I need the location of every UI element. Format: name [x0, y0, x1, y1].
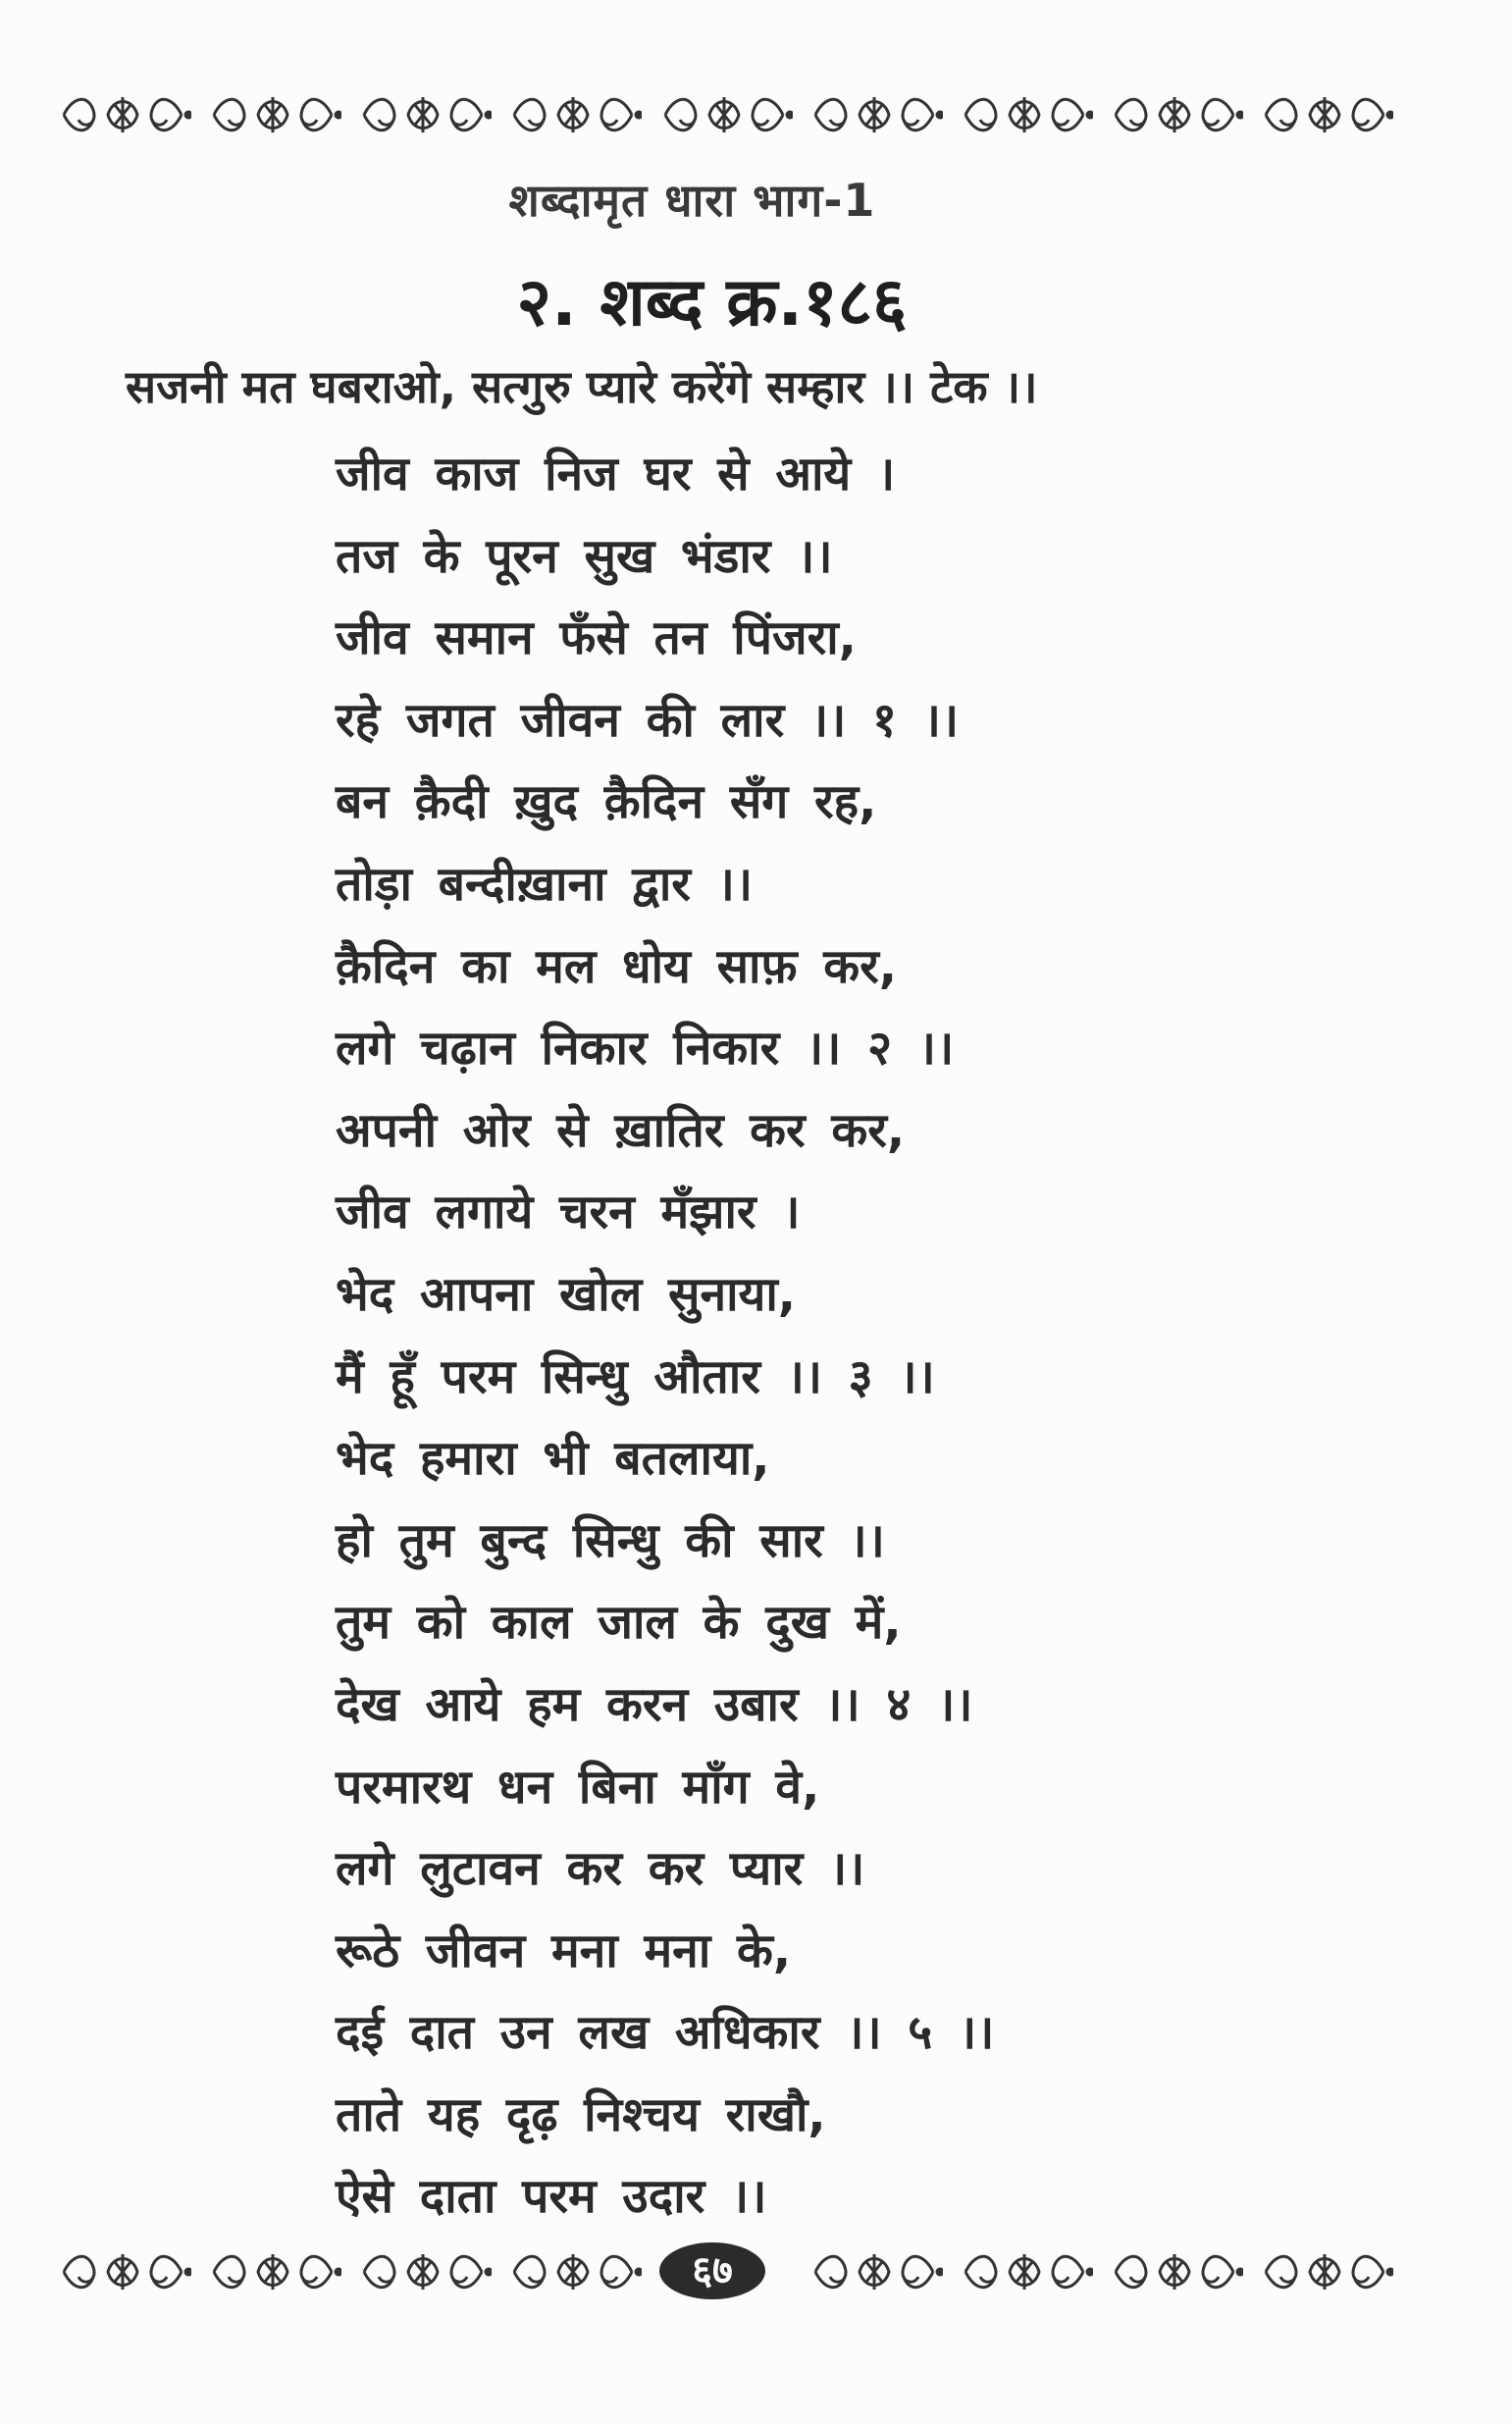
floral-ornament-icon	[1106, 2242, 1243, 2301]
verse-line: अपनी ओर से ख़ातिर कर कर,	[336, 1102, 906, 1158]
verse-line: मैं हूँ परम सिन्धु औतार ।। ३ ।।	[336, 1348, 935, 1404]
verse-line: ताते यह दृढ़ निश्चय राखौ,	[336, 2086, 826, 2142]
verse-line: जीव लगाये चरन मँझार ।	[336, 1185, 801, 1240]
floral-ornament-icon	[354, 85, 492, 144]
floral-ornament-icon	[806, 85, 943, 144]
floral-ornament-icon	[354, 2242, 492, 2301]
book-title-text: शब्दामृत धारा भाग-1	[508, 174, 876, 227]
verse-line: हो तुम बुन्द सिन्धु की सार ।।	[336, 1512, 885, 1568]
floral-ornament-icon	[54, 85, 191, 144]
floral-ornament-icon	[806, 2242, 943, 2301]
tek-line: सजनी मत घबराओ, सत्गुरु प्यारे करेंगे सम्हार ।। टेक ।।	[126, 360, 1038, 413]
floral-ornament-icon	[1256, 2242, 1393, 2301]
top-ornamental-border	[54, 80, 1393, 149]
verse-line: क़ैदिन का मल धोय साफ़ कर,	[336, 938, 897, 994]
verse-line: देख आये हम करन उबार ।। ४ ।।	[336, 1676, 973, 1732]
verse-line: दई दात उन लख अधिकार ।। ५ ।।	[336, 2005, 995, 2061]
book-title	[0, 169, 1512, 230]
floral-ornament-icon	[655, 85, 793, 144]
floral-ornament-icon	[54, 2242, 191, 2301]
floral-ornament-icon	[1106, 85, 1243, 144]
floral-ornament-icon	[204, 85, 341, 144]
verse-line: रहे जगत जीवन की लार ।। १ ।।	[336, 692, 960, 748]
floral-ornament-icon	[1256, 85, 1393, 144]
verse-line: तोड़ा बन्दीख़ाना द्वार ।।	[336, 856, 754, 912]
verse-line: लगे लुटावन कर कर प्यार ।।	[336, 1841, 865, 1897]
floral-ornament-icon	[504, 2242, 642, 2301]
verse-line: जीव काज निज घर से आये ।	[336, 447, 896, 501]
verse-line: तुम को काल जाल के दुख में,	[336, 1595, 902, 1651]
verse-line: लगे चढ़ान निकार निकार ।। २ ।।	[336, 1021, 955, 1077]
verse-list	[336, 434, 994, 2239]
shabd-heading-text: २. शब्द क्र.१८६	[516, 264, 908, 342]
floral-ornament-icon	[504, 85, 642, 144]
verse-line: रूठे जीवन मना मना के,	[336, 1923, 792, 1978]
verse-line: ऐसे दाता परम उदार ।।	[336, 2169, 767, 2225]
floral-ornament-icon	[956, 2242, 1093, 2301]
verse-line: तज के पूरन सुख भंडार ।।	[336, 528, 833, 584]
page-number-badge: ६७	[659, 2242, 765, 2299]
verse-line: परमारथ धन बिना माँग वे,	[336, 1759, 820, 1815]
verse-line: भेद हमारा भी बतलाया,	[336, 1431, 770, 1487]
verse-line: बन क़ैदी ख़ुद क़ैदिन सँग रह,	[336, 774, 877, 830]
verse-line: भेद आपना खोल सुनाया,	[336, 1266, 797, 1322]
verse-line: जीव समान फँसे तन पिंजरा,	[336, 610, 857, 666]
floral-ornament-icon	[956, 85, 1093, 144]
floral-ornament-icon	[204, 2242, 341, 2301]
shabd-heading	[0, 253, 1512, 344]
